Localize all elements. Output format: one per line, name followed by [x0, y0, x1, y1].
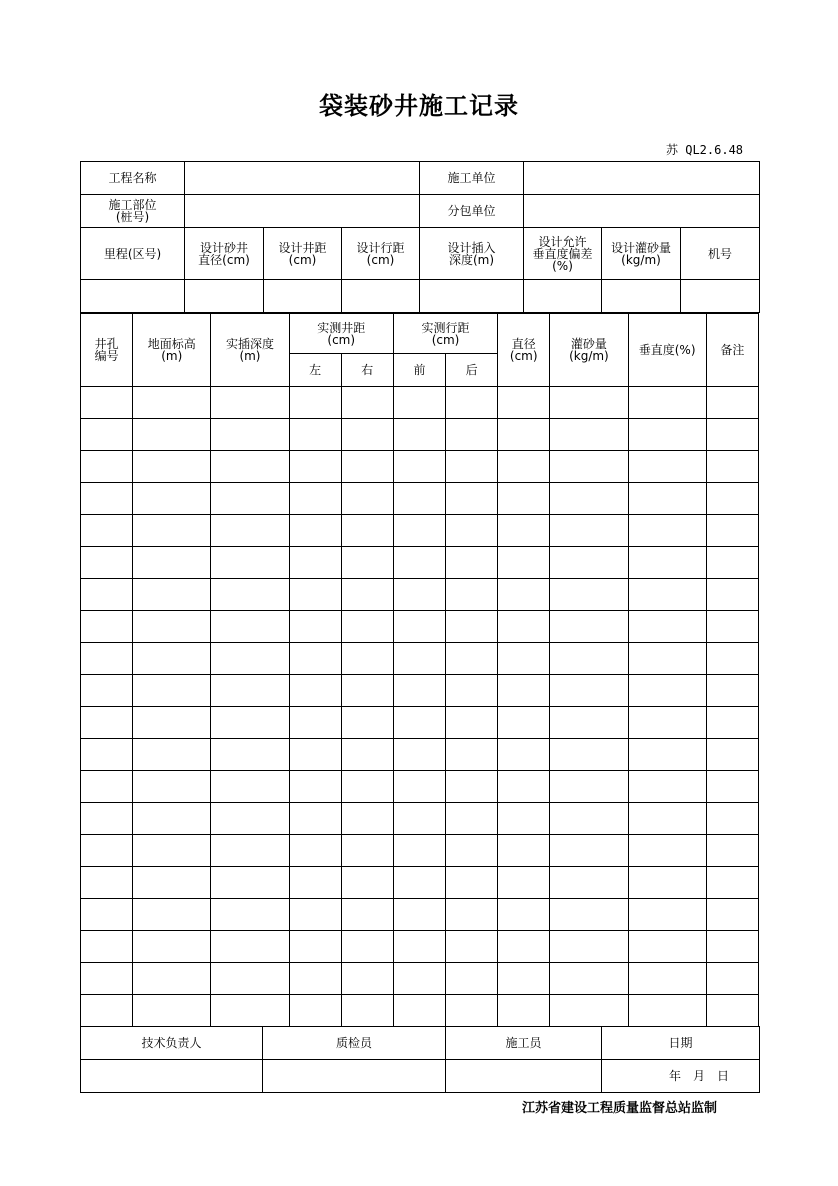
record-cell[interactable]: [393, 579, 445, 611]
record-cell[interactable]: [550, 803, 628, 835]
record-cell[interactable]: [289, 451, 341, 483]
design-sand-amount-header: 设计灌砂量 (kg/m): [602, 228, 681, 280]
record-cell[interactable]: [446, 899, 498, 931]
mileage-field[interactable]: [81, 280, 185, 313]
record-cell[interactable]: [211, 771, 289, 803]
record-cell[interactable]: [133, 547, 211, 579]
record-cell[interactable]: [446, 547, 498, 579]
record-cell[interactable]: [550, 675, 628, 707]
record-cell[interactable]: [706, 483, 758, 515]
record-cell[interactable]: [550, 611, 628, 643]
table-row: [81, 867, 759, 899]
record-cell[interactable]: [498, 739, 550, 771]
record-cell[interactable]: [289, 835, 341, 867]
record-cell[interactable]: [289, 611, 341, 643]
record-cell[interactable]: [211, 579, 289, 611]
table-row: [81, 451, 759, 483]
construction-unit-field[interactable]: [524, 162, 760, 195]
record-cell[interactable]: [289, 963, 341, 995]
record-cell[interactable]: [628, 675, 706, 707]
record-cell[interactable]: [550, 707, 628, 739]
record-cell[interactable]: [211, 867, 289, 899]
table-row: [81, 739, 759, 771]
table-row: [81, 707, 759, 739]
record-cell[interactable]: [706, 547, 758, 579]
record-cell[interactable]: [393, 899, 445, 931]
record-cell[interactable]: [133, 643, 211, 675]
record-cell[interactable]: [628, 899, 706, 931]
record-cell[interactable]: [341, 611, 393, 643]
record-cell[interactable]: [628, 643, 706, 675]
record-cell[interactable]: [211, 547, 289, 579]
record-cell[interactable]: [498, 611, 550, 643]
record-cell[interactable]: [211, 739, 289, 771]
record-cell[interactable]: [393, 995, 445, 1027]
record-cell[interactable]: [628, 483, 706, 515]
record-cell[interactable]: [393, 803, 445, 835]
record-cell[interactable]: [289, 483, 341, 515]
record-cell[interactable]: [133, 771, 211, 803]
record-cell[interactable]: [133, 739, 211, 771]
record-cell[interactable]: [706, 387, 758, 419]
hole-no-header: 井孔 编号: [81, 314, 133, 387]
record-cell[interactable]: [706, 899, 758, 931]
record-rows: [81, 387, 759, 1027]
record-cell[interactable]: [81, 579, 133, 611]
record-cell[interactable]: [341, 739, 393, 771]
record-cell[interactable]: [498, 675, 550, 707]
design-insert-depth-header: 设计插入 深度(m): [420, 228, 524, 280]
record-cell[interactable]: [211, 643, 289, 675]
record-cell[interactable]: [81, 451, 133, 483]
record-cell[interactable]: [133, 835, 211, 867]
record-cell[interactable]: [81, 387, 133, 419]
project-info-table: [80, 161, 760, 313]
date-label: 日期: [602, 1027, 760, 1060]
ground-elevation-header: 地面标高 (m): [133, 314, 211, 387]
right-header: 右: [341, 354, 393, 387]
record-cell[interactable]: [341, 547, 393, 579]
record-cell[interactable]: [289, 579, 341, 611]
record-cell[interactable]: [133, 579, 211, 611]
record-cell[interactable]: [446, 707, 498, 739]
machine-no-field[interactable]: [681, 280, 760, 313]
record-cell[interactable]: [628, 739, 706, 771]
design-row-spacing-header: 设计行距 (cm): [342, 228, 420, 280]
record-cell[interactable]: [628, 387, 706, 419]
record-cell[interactable]: [550, 835, 628, 867]
record-cell[interactable]: [706, 419, 758, 451]
record-cell[interactable]: [341, 931, 393, 963]
record-cell[interactable]: [498, 483, 550, 515]
record-cell[interactable]: [341, 707, 393, 739]
construction-part-field[interactable]: [185, 195, 420, 228]
diameter-header: 直径 (cm): [498, 314, 550, 387]
record-cell[interactable]: [550, 515, 628, 547]
record-cell[interactable]: [211, 675, 289, 707]
record-cell[interactable]: [341, 675, 393, 707]
record-cell[interactable]: [628, 931, 706, 963]
record-cell[interactable]: [289, 419, 341, 451]
record-cell[interactable]: [446, 867, 498, 899]
record-cell[interactable]: [550, 739, 628, 771]
construction-part-label: 施工部位 (桩号): [81, 195, 185, 228]
record-cell[interactable]: [446, 483, 498, 515]
record-cell[interactable]: [446, 419, 498, 451]
table-row: [81, 387, 759, 419]
record-cell[interactable]: [628, 451, 706, 483]
back-header: 后: [446, 354, 498, 387]
table-row: [81, 931, 759, 963]
record-table: [80, 313, 759, 1027]
record-cell[interactable]: [706, 995, 758, 1027]
record-cell[interactable]: [628, 835, 706, 867]
record-cell[interactable]: [706, 771, 758, 803]
project-name-label: 工程名称: [81, 162, 185, 195]
record-cell[interactable]: [706, 611, 758, 643]
record-cell[interactable]: [341, 995, 393, 1027]
record-cell[interactable]: [706, 579, 758, 611]
record-cell[interactable]: [393, 643, 445, 675]
record-cell[interactable]: [81, 707, 133, 739]
record-cell[interactable]: [550, 867, 628, 899]
record-cell[interactable]: [133, 387, 211, 419]
record-cell[interactable]: [341, 387, 393, 419]
form-code: 苏 QL2.6.48: [666, 143, 744, 157]
worker-signature-field[interactable]: [446, 1060, 602, 1093]
record-cell[interactable]: [498, 995, 550, 1027]
mileage-header: 里程(区号): [81, 228, 185, 280]
construction-unit-label: 施工单位: [420, 162, 524, 195]
record-cell[interactable]: [498, 387, 550, 419]
record-cell[interactable]: [393, 867, 445, 899]
record-cell[interactable]: [289, 515, 341, 547]
record-cell[interactable]: [550, 419, 628, 451]
record-cell[interactable]: [341, 579, 393, 611]
record-cell[interactable]: [393, 771, 445, 803]
record-cell[interactable]: [81, 675, 133, 707]
record-cell[interactable]: [706, 867, 758, 899]
record-cell[interactable]: [550, 579, 628, 611]
table-row: [81, 899, 759, 931]
signature-table: [80, 1026, 760, 1093]
record-cell[interactable]: [550, 899, 628, 931]
record-cell[interactable]: [498, 515, 550, 547]
record-cell[interactable]: [706, 963, 758, 995]
record-cell[interactable]: [498, 835, 550, 867]
record-cell[interactable]: [341, 963, 393, 995]
record-cell[interactable]: [341, 643, 393, 675]
record-cell[interactable]: [498, 547, 550, 579]
design-row-spacing-field[interactable]: [342, 280, 420, 313]
record-cell[interactable]: [211, 419, 289, 451]
record-cell[interactable]: [81, 483, 133, 515]
record-cell[interactable]: [706, 931, 758, 963]
record-cell[interactable]: [498, 803, 550, 835]
record-cell[interactable]: [341, 419, 393, 451]
record-cell[interactable]: [133, 707, 211, 739]
record-cell[interactable]: [341, 803, 393, 835]
record-cell[interactable]: [550, 995, 628, 1027]
record-cell[interactable]: [550, 547, 628, 579]
record-cell[interactable]: [498, 771, 550, 803]
record-cell[interactable]: [446, 579, 498, 611]
record-cell[interactable]: [550, 963, 628, 995]
record-cell[interactable]: [393, 547, 445, 579]
record-cell[interactable]: [211, 483, 289, 515]
page-title: 袋装砂井施工记录: [319, 92, 519, 120]
design-verticality-field[interactable]: [524, 280, 602, 313]
record-cell[interactable]: [498, 419, 550, 451]
record-cell[interactable]: [341, 451, 393, 483]
record-cell[interactable]: [133, 675, 211, 707]
record-cell[interactable]: [211, 611, 289, 643]
record-cell[interactable]: [446, 515, 498, 547]
record-cell[interactable]: [289, 867, 341, 899]
record-cell[interactable]: [393, 835, 445, 867]
table-row: [81, 515, 759, 547]
record-cell[interactable]: [706, 675, 758, 707]
record-cell[interactable]: [289, 995, 341, 1027]
remarks-header: 备注: [706, 314, 758, 387]
record-cell[interactable]: [81, 899, 133, 931]
record-cell[interactable]: [446, 387, 498, 419]
table-row: [81, 675, 759, 707]
record-cell[interactable]: [81, 739, 133, 771]
record-cell[interactable]: [289, 803, 341, 835]
record-cell[interactable]: [81, 963, 133, 995]
record-cell[interactable]: [133, 515, 211, 547]
record-cell[interactable]: [446, 451, 498, 483]
record-cell[interactable]: [289, 739, 341, 771]
record-cell[interactable]: [81, 611, 133, 643]
table-row: [81, 579, 759, 611]
record-cell[interactable]: [211, 931, 289, 963]
table-row: [81, 995, 759, 1027]
design-well-spacing-field[interactable]: [264, 280, 342, 313]
design-sand-amount-field[interactable]: [602, 280, 681, 313]
record-cell[interactable]: [498, 579, 550, 611]
record-cell[interactable]: [211, 515, 289, 547]
record-cell[interactable]: [446, 931, 498, 963]
record-cell[interactable]: [133, 931, 211, 963]
record-cell[interactable]: [550, 387, 628, 419]
record-cell[interactable]: [446, 835, 498, 867]
record-cell[interactable]: [706, 803, 758, 835]
record-cell[interactable]: [550, 771, 628, 803]
table-row: [81, 963, 759, 995]
date-field[interactable]: 年 月 日: [602, 1060, 760, 1093]
record-cell[interactable]: [341, 771, 393, 803]
design-well-spacing-header: 设计井距 (cm): [264, 228, 342, 280]
record-cell[interactable]: [81, 419, 133, 451]
record-cell[interactable]: [211, 835, 289, 867]
inspector-label: 质检员: [263, 1027, 446, 1060]
record-cell[interactable]: [446, 771, 498, 803]
record-cell[interactable]: [628, 803, 706, 835]
record-cell[interactable]: [498, 931, 550, 963]
record-cell[interactable]: [550, 931, 628, 963]
record-cell[interactable]: [498, 899, 550, 931]
left-header: 左: [289, 354, 341, 387]
table-row: [81, 547, 759, 579]
tech-lead-signature-field[interactable]: [81, 1060, 263, 1093]
tech-lead-label: 技术负责人: [81, 1027, 263, 1060]
record-cell[interactable]: [446, 643, 498, 675]
table-row: [81, 419, 759, 451]
record-cell[interactable]: [133, 483, 211, 515]
front-header: 前: [393, 354, 445, 387]
record-cell[interactable]: [211, 899, 289, 931]
record-cell[interactable]: [498, 963, 550, 995]
table-row: [81, 611, 759, 643]
record-cell[interactable]: [393, 387, 445, 419]
record-cell[interactable]: [289, 547, 341, 579]
record-cell[interactable]: [446, 995, 498, 1027]
record-cell[interactable]: [393, 611, 445, 643]
record-cell[interactable]: [133, 963, 211, 995]
record-cell[interactable]: [393, 515, 445, 547]
record-cell[interactable]: [446, 611, 498, 643]
record-cell[interactable]: [628, 771, 706, 803]
record-cell[interactable]: [628, 867, 706, 899]
record-cell[interactable]: [289, 931, 341, 963]
record-cell[interactable]: [289, 771, 341, 803]
record-cell[interactable]: [211, 387, 289, 419]
record-cell[interactable]: [133, 419, 211, 451]
record-cell[interactable]: [393, 739, 445, 771]
record-cell[interactable]: [289, 643, 341, 675]
table-row: [81, 771, 759, 803]
measured-well-spacing-header: 实测井距 (cm): [289, 314, 393, 354]
record-cell[interactable]: [211, 995, 289, 1027]
record-cell[interactable]: [393, 451, 445, 483]
record-cell[interactable]: [706, 515, 758, 547]
record-cell[interactable]: [628, 963, 706, 995]
record-cell[interactable]: [211, 803, 289, 835]
inspector-signature-field[interactable]: [263, 1060, 446, 1093]
table-row: [81, 483, 759, 515]
record-cell[interactable]: [81, 867, 133, 899]
table-row: [81, 835, 759, 867]
record-cell[interactable]: [81, 931, 133, 963]
record-cell[interactable]: [341, 899, 393, 931]
record-cell[interactable]: [628, 579, 706, 611]
record-cell[interactable]: [81, 643, 133, 675]
record-cell[interactable]: [393, 931, 445, 963]
design-well-diameter-field[interactable]: [185, 280, 264, 313]
record-cell[interactable]: [81, 547, 133, 579]
record-cell[interactable]: [211, 451, 289, 483]
record-cell[interactable]: [393, 675, 445, 707]
design-well-diameter-header: 设计砂井 直径(cm): [185, 228, 264, 280]
record-cell[interactable]: [133, 899, 211, 931]
record-cell[interactable]: [628, 515, 706, 547]
record-cell[interactable]: [289, 707, 341, 739]
sand-amount-header: 灌砂量 (kg/m): [550, 314, 628, 387]
actual-insert-depth-header: 实插深度 (m): [211, 314, 289, 387]
record-cell[interactable]: [133, 995, 211, 1027]
record-cell[interactable]: [446, 675, 498, 707]
record-cell[interactable]: [498, 643, 550, 675]
record-cell[interactable]: [81, 995, 133, 1027]
record-cell[interactable]: [341, 483, 393, 515]
record-cell[interactable]: [341, 515, 393, 547]
record-cell[interactable]: [211, 707, 289, 739]
table-row: [81, 643, 759, 675]
record-cell[interactable]: [133, 451, 211, 483]
record-cell[interactable]: [446, 963, 498, 995]
record-cell[interactable]: [133, 803, 211, 835]
record-cell[interactable]: [393, 707, 445, 739]
record-cell[interactable]: [706, 707, 758, 739]
record-cell[interactable]: [211, 963, 289, 995]
footer-issuer: 江苏省建设工程质量监督总站监制: [522, 1101, 718, 1116]
measured-row-spacing-header: 实测行距 (cm): [393, 314, 497, 354]
record-cell[interactable]: [289, 899, 341, 931]
record-cell[interactable]: [341, 867, 393, 899]
record-cell[interactable]: [81, 803, 133, 835]
record-cell[interactable]: [393, 419, 445, 451]
design-verticality-header: 设计允许 垂直度偏差 (%): [524, 228, 602, 280]
record-cell[interactable]: [628, 419, 706, 451]
record-cell[interactable]: [706, 739, 758, 771]
machine-no-header: 机号: [681, 228, 760, 280]
design-insert-depth-field[interactable]: [420, 280, 524, 313]
record-cell[interactable]: [550, 483, 628, 515]
record-cell[interactable]: [81, 835, 133, 867]
sub-unit-label: 分包单位: [420, 195, 524, 228]
worker-label: 施工员: [446, 1027, 602, 1060]
record-cell[interactable]: [289, 387, 341, 419]
record-cell[interactable]: [341, 835, 393, 867]
record-cell[interactable]: [550, 451, 628, 483]
table-row: [81, 803, 759, 835]
record-cell[interactable]: [81, 771, 133, 803]
record-cell[interactable]: [706, 835, 758, 867]
record-cell[interactable]: [706, 451, 758, 483]
record-cell[interactable]: [393, 963, 445, 995]
record-cell[interactable]: [81, 515, 133, 547]
record-cell[interactable]: [393, 483, 445, 515]
record-cell[interactable]: [133, 867, 211, 899]
record-cell[interactable]: [706, 643, 758, 675]
record-cell[interactable]: [498, 707, 550, 739]
record-cell[interactable]: [628, 707, 706, 739]
sub-unit-field[interactable]: [524, 195, 760, 228]
record-cell[interactable]: [446, 739, 498, 771]
record-cell[interactable]: [628, 995, 706, 1027]
record-cell[interactable]: [628, 547, 706, 579]
project-name-field[interactable]: [185, 162, 420, 195]
record-cell[interactable]: [289, 675, 341, 707]
record-cell[interactable]: [498, 867, 550, 899]
record-cell[interactable]: [133, 611, 211, 643]
record-cell[interactable]: [550, 643, 628, 675]
verticality-header: 垂直度(%): [628, 314, 706, 387]
record-cell[interactable]: [628, 611, 706, 643]
record-cell[interactable]: [498, 451, 550, 483]
record-cell[interactable]: [446, 803, 498, 835]
